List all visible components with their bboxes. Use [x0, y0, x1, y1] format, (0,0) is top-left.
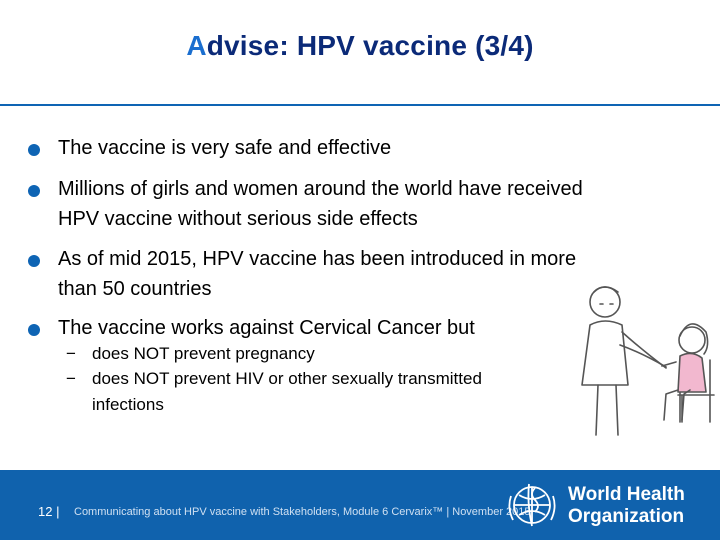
bullet-3-line-2: than 50 countries: [58, 278, 212, 300]
bullet-dot: [28, 185, 40, 197]
bullet-dot: [28, 255, 40, 267]
title-text: dvise: HPV vaccine (3/4): [206, 30, 534, 61]
who-wordmark: [568, 484, 685, 528]
title-initial: A: [186, 30, 207, 61]
bullet-1-line-1: The vaccine is very safe and effective: [58, 137, 392, 159]
vaccination-illustration: [560, 270, 718, 440]
bullet-2-line-1: Millions of girls and women around the world have received: [58, 178, 583, 200]
bullet-dot: [28, 324, 40, 336]
sub-bullet-dash: −: [66, 369, 76, 388]
page-number: 12 |: [38, 504, 60, 519]
org-name-line-2: Organization: [568, 506, 685, 527]
org-name-line-1: World Health: [568, 484, 685, 505]
bullet-dot: [28, 144, 40, 156]
footer-band: [0, 470, 720, 540]
sub-bullet-2-line-2: infections: [92, 395, 164, 414]
slide-title: [0, 30, 720, 62]
sub-bullet-1-line-1: does NOT prevent pregnancy: [92, 344, 315, 363]
sub-bullet-dash: −: [66, 344, 76, 363]
sub-bullet-2-line-1: does NOT prevent HIV or other sexually transmitted: [92, 369, 482, 388]
bullet-3-line-1: As of mid 2015, HPV vaccine has been introduced in more: [58, 248, 577, 270]
bullet-4-line-1: The vaccine works against Cervical Cancer but: [58, 317, 475, 339]
who-emblem-icon: [505, 478, 559, 532]
title-divider: [0, 104, 720, 106]
footer-caption: Communicating about HPV vaccine with Stakeholders, Module 6 Cervarix™ | November 2015: [74, 506, 531, 518]
bullet-2-line-2: HPV vaccine without serious side effects: [58, 208, 418, 230]
